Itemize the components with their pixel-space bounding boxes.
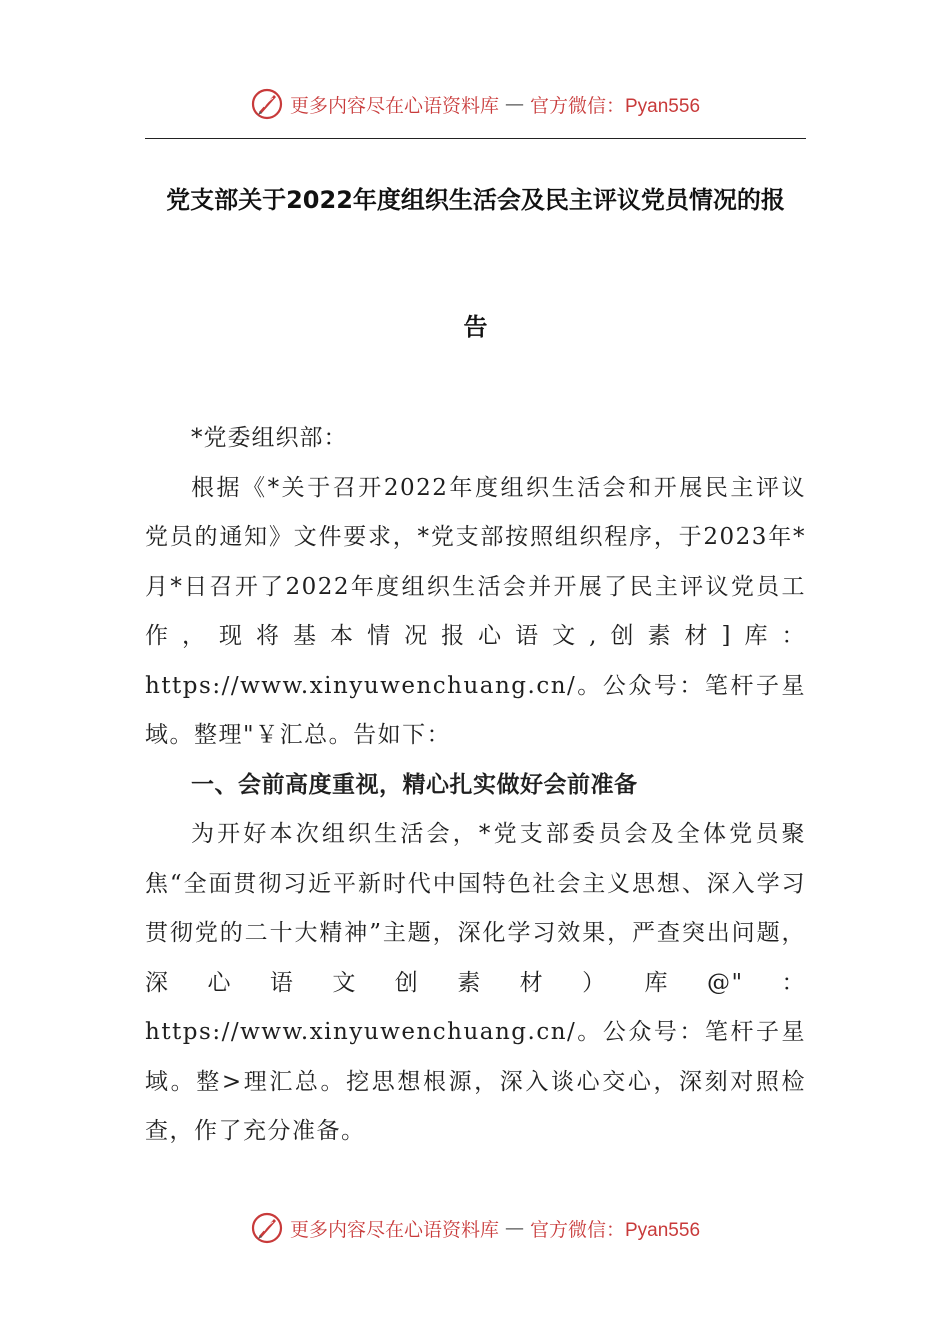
header-banner — [0, 84, 950, 124]
footer-banner — [0, 1208, 950, 1248]
body-paragraph: 根据《*关于召开2022年度组织生活会和开展民主评议党员的通知》文件要求，*党支部按照组织程序，于2023年*月*日召开了2022年度组织生活会并开展了民主评议党员工作，现将基本情况报心语文,创素材]库：https://www.xinyuwenchuang.cn/。公众号：笔杆子星域。整理"￥汇总。告如下： — [145, 474, 806, 748]
document-title-line-2: 告 — [463, 313, 488, 341]
quill-pen-logo-icon — [250, 1211, 284, 1245]
footer-banner-separator: — — [505, 1217, 524, 1239]
section-heading: 一、会前高度重视，精心扎实做好会前准备 — [191, 771, 638, 798]
document-title-line-1: 党支部关于2022年度组织生活会及民主评议党员情况的报 — [166, 186, 785, 214]
document-body — [145, 414, 806, 1157]
header-divider — [145, 138, 806, 139]
salutation: *党委组织部： — [191, 425, 348, 451]
footer-banner-title: 更多内容尽在心语资料库 — [289, 1218, 499, 1241]
quill-pen-logo-icon — [250, 87, 284, 121]
banner-title: 更多内容尽在心语资料库 — [289, 94, 499, 117]
body-paragraph: 为开好本次组织生活会，*党支部委员会及全体党员聚焦“全面贯彻习近平新时代中国特色社会主义思想、深入学习贯彻党的二十大精神”主题，深化学习效果，严查突出问题，深心语文创素材）库@"：https://www.xinyuwenchuang.cn/。公众号：笔杆子星域。整>理汇总。挖思想根源，深入谈心交心，深刻对照检查，作了充分准备。 — [145, 821, 806, 1144]
banner-separator: — — [505, 93, 524, 115]
document-title — [145, 178, 806, 349]
footer-banner-contact: 官方微信：Pyan556 — [530, 1219, 701, 1241]
banner-contact: 官方微信：Pyan556 — [530, 95, 701, 117]
